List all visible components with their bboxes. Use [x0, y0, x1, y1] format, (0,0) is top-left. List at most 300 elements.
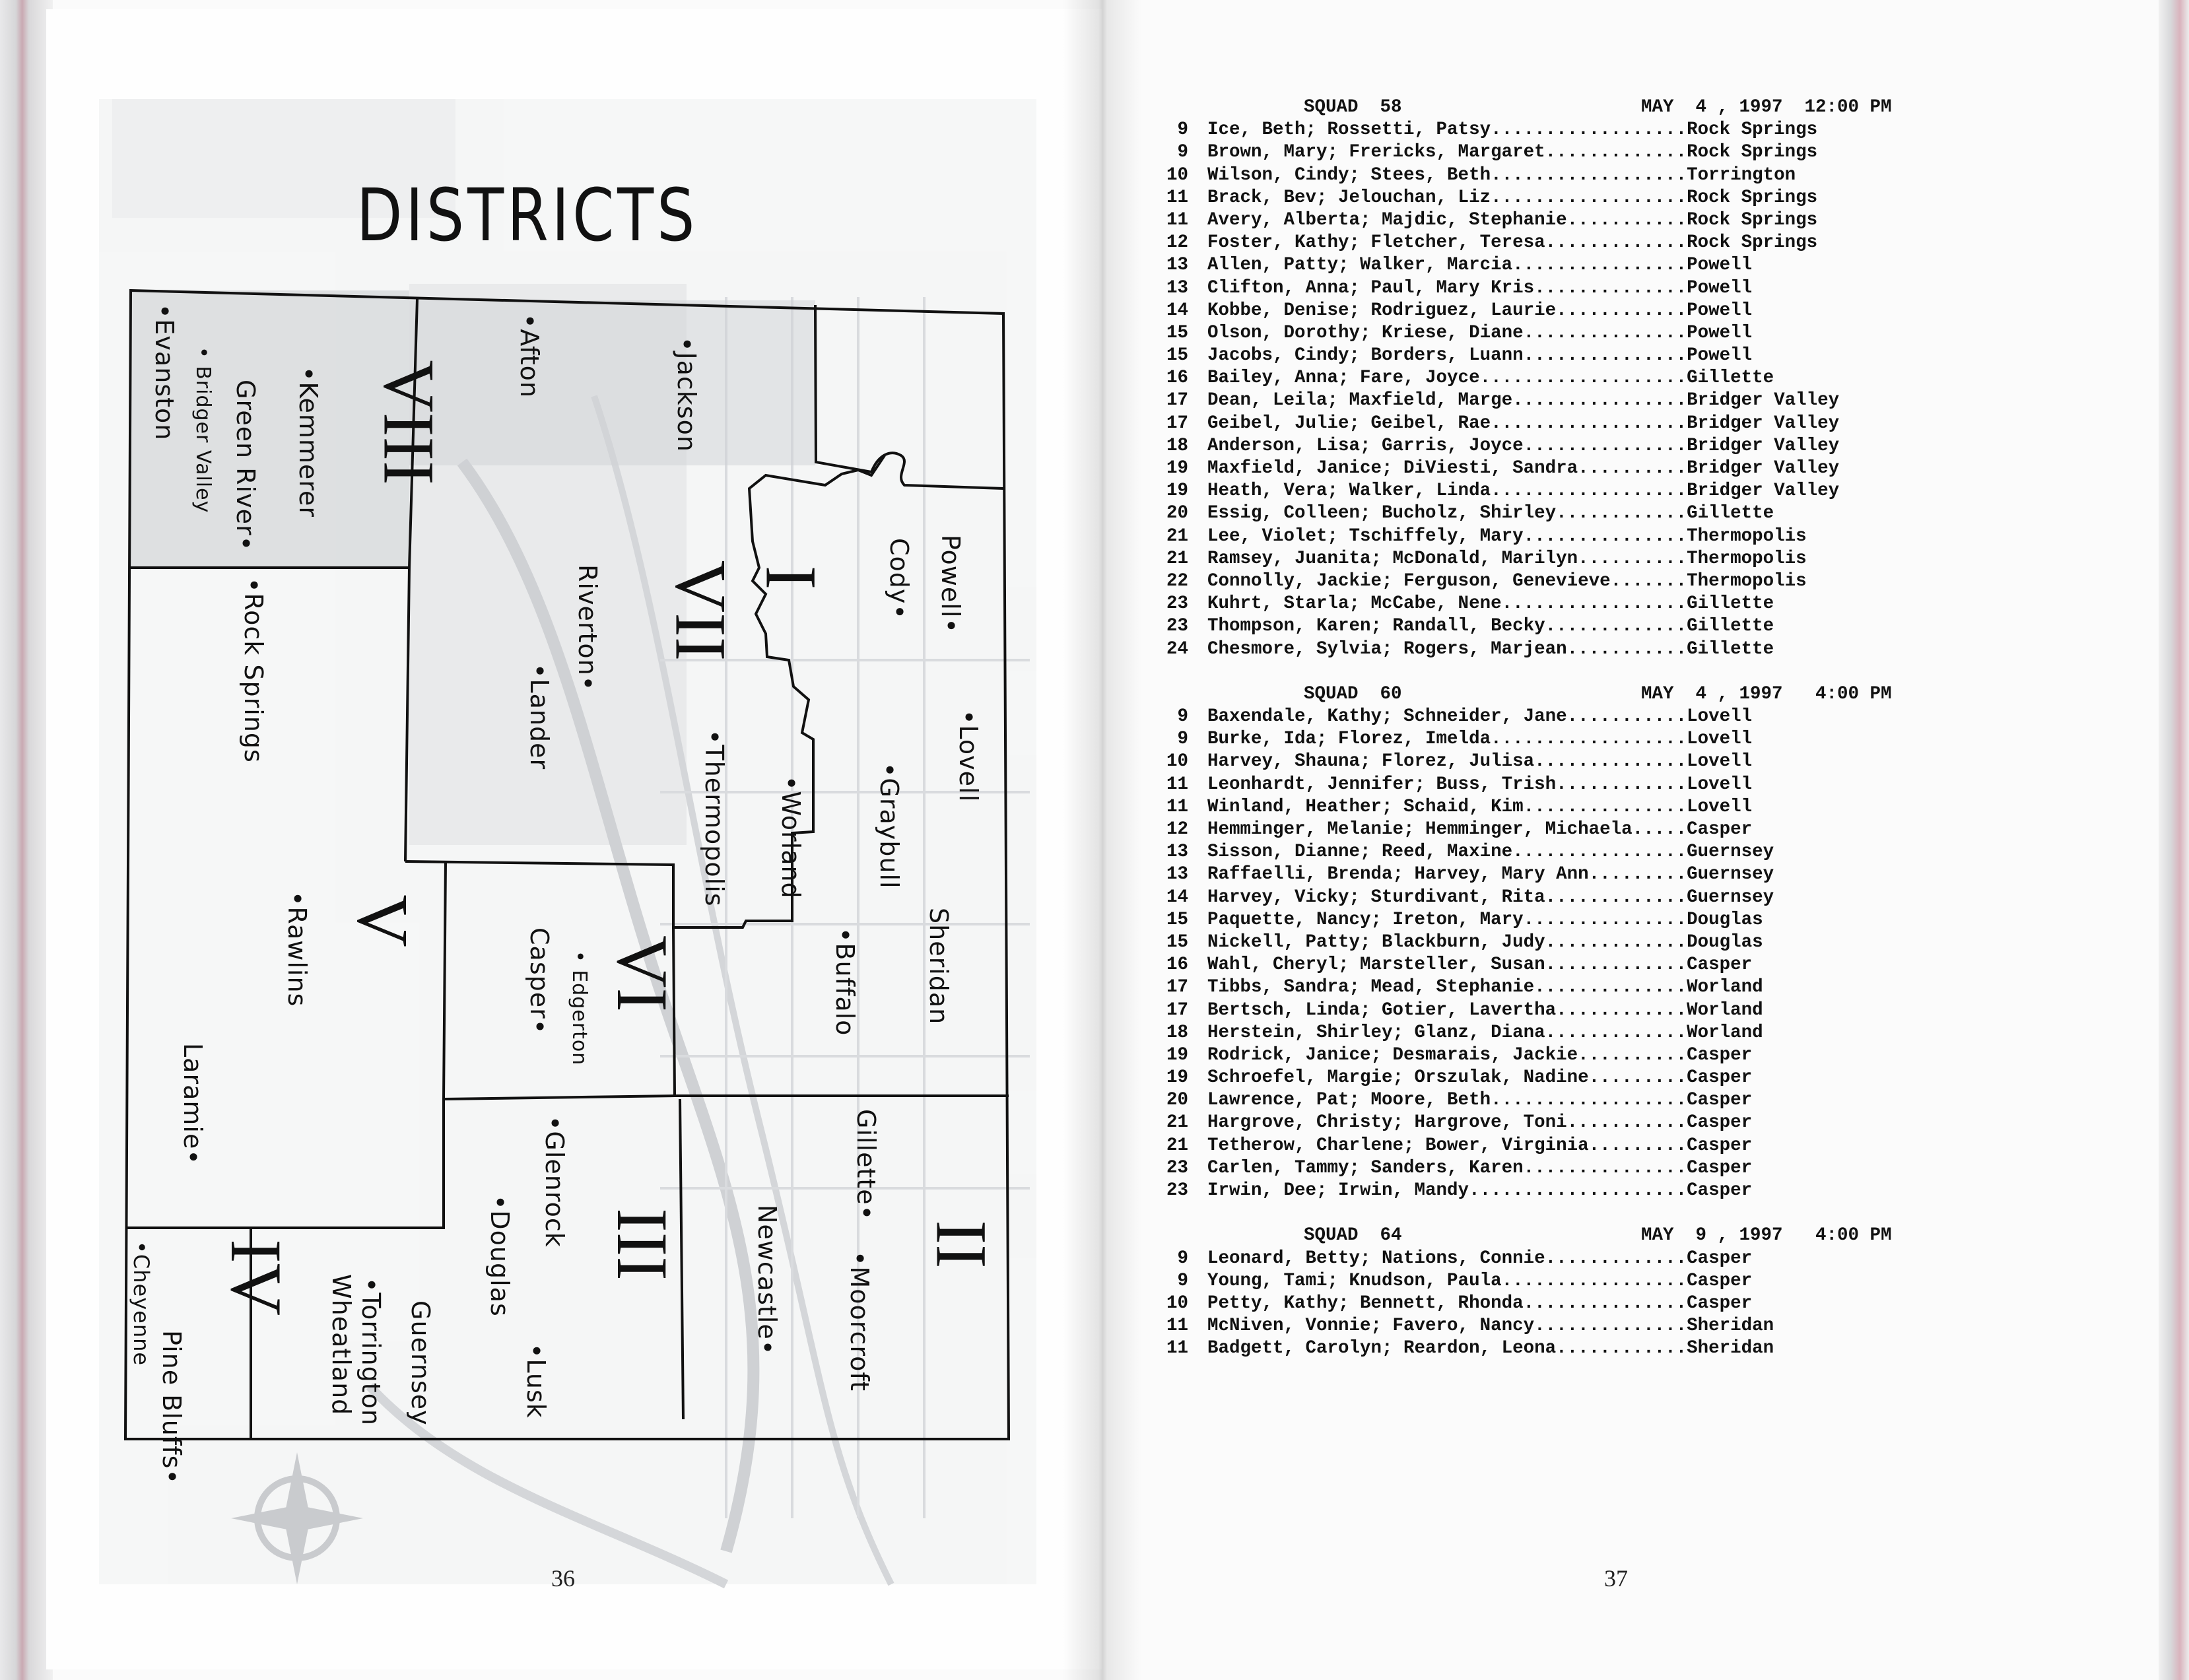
team-names: Carlen, Tammy; Sanders, Karen	[1207, 1157, 1524, 1178]
team-names: Olson, Dorothy; Kriese, Diane	[1207, 322, 1524, 343]
leader-dots: ..............	[1534, 1316, 1687, 1337]
leader-dots: ...........	[1566, 1112, 1687, 1133]
team-average: 16	[1166, 955, 1188, 976]
team-row	[1152, 413, 2129, 435]
team-names: Winland, Heather; Schaid, Kim	[1207, 796, 1524, 817]
team-names: Anderson, Lisa; Garris, Joyce	[1207, 435, 1524, 456]
team-town: Powell	[1687, 345, 1753, 366]
leader-dots: ..............	[1534, 977, 1687, 998]
team-names: Brown, Mary; Frericks, Margaret	[1207, 142, 1545, 163]
team-names: Bailey, Anna; Fare, Joyce	[1207, 368, 1480, 389]
team-names: Allen, Patty; Walker, Marcia	[1207, 255, 1513, 276]
team-row	[1152, 502, 2129, 525]
team-average: 23	[1166, 616, 1188, 637]
team-row	[1152, 480, 2129, 502]
leader-dots: .............	[1545, 931, 1687, 953]
town-sheridan: Sheridan	[924, 908, 953, 1025]
town-lovell: •Lovell	[954, 710, 983, 803]
team-row	[1152, 457, 2129, 480]
squad-datetime: MAY 9 , 1997 4:00 PM	[1641, 1225, 1892, 1246]
leader-dots: ..................	[1491, 1090, 1687, 1111]
town-torrington: •Torrington	[356, 1277, 386, 1426]
squad-number: SQUAD 58	[1304, 97, 1402, 118]
team-row	[1152, 615, 2129, 638]
team-average: 21	[1166, 548, 1188, 569]
town-graybull: •Graybull	[875, 762, 904, 889]
team-average: 20	[1166, 503, 1188, 524]
team-town: Casper	[1687, 1067, 1753, 1089]
team-town: Thermopolis	[1687, 525, 1807, 547]
team-town: Gillette	[1687, 503, 1774, 524]
team-row	[1152, 954, 2129, 976]
team-names: Tibbs, Sandra; Mead, Stephanie	[1207, 977, 1535, 998]
leader-dots: .................	[1501, 593, 1687, 615]
team-names: Bertsch, Linda; Gotier, Lavertha	[1207, 999, 1557, 1021]
team-row	[1152, 593, 2129, 615]
leader-dots: ............	[1556, 300, 1687, 321]
town-buffalo: •Buffalo	[830, 927, 859, 1036]
district-numeral-iii: III	[601, 1208, 683, 1281]
leader-dots: ..................	[1491, 187, 1687, 208]
leader-dots: ..................	[1491, 481, 1687, 502]
team-town: Powell	[1687, 277, 1753, 298]
leader-dots: .............	[1545, 142, 1687, 163]
leader-dots: .......	[1610, 570, 1687, 591]
team-average: 22	[1166, 570, 1188, 591]
team-average: 23	[1166, 593, 1188, 615]
team-town: Casper	[1687, 1248, 1753, 1269]
town-green-river: Green River•	[231, 380, 260, 552]
book-gutter-shadow	[1063, 0, 1142, 1680]
team-average: 10	[1166, 1293, 1188, 1314]
team-average: 13	[1166, 842, 1188, 863]
team-town: Rock Springs	[1687, 209, 1818, 230]
team-average: 11	[1166, 796, 1188, 817]
team-names: Raffaelli, Brenda; Harvey, Mary Ann	[1207, 864, 1589, 885]
team-average: 23	[1166, 1157, 1188, 1178]
leader-dots: ............	[1556, 1338, 1687, 1359]
team-row	[1152, 435, 2129, 457]
team-average: 10	[1166, 751, 1188, 772]
team-average: 14	[1166, 300, 1188, 321]
town-rawlins: •Rawlins	[283, 891, 312, 1007]
team-town: Bridger Valley	[1687, 481, 1840, 502]
team-row	[1152, 706, 2129, 728]
town-newcastle: Newcastle•	[753, 1205, 782, 1356]
team-row	[1152, 841, 2129, 863]
team-average: 19	[1166, 481, 1188, 502]
town-gillette: Gillette•	[852, 1109, 881, 1221]
leader-dots: ............	[1556, 999, 1687, 1021]
team-row	[1152, 1067, 2129, 1089]
team-average: 13	[1166, 255, 1188, 276]
town-worland: •Worland	[776, 776, 805, 899]
team-town: Bridger Valley	[1687, 435, 1840, 456]
team-town: Torrington	[1687, 164, 1796, 185]
team-row	[1152, 548, 2129, 570]
leader-dots: .....	[1632, 819, 1687, 840]
team-row	[1152, 389, 2129, 412]
team-row	[1152, 796, 2129, 819]
leader-dots: .............	[1545, 1022, 1687, 1043]
town-powell: Powell•	[936, 535, 965, 634]
team-town: Gillette	[1687, 368, 1774, 389]
town-douglas: •Douglas	[485, 1195, 514, 1317]
team-names: Young, Tami; Knudson, Paula	[1207, 1270, 1502, 1291]
team-row	[1152, 1270, 2129, 1293]
team-town: Rock Springs	[1687, 119, 1818, 141]
team-average: 21	[1166, 1135, 1188, 1156]
team-town: Lovell	[1687, 774, 1753, 795]
squad-datetime: MAY 4 , 1997 12:00 PM	[1641, 97, 1892, 118]
team-average: 11	[1166, 209, 1188, 230]
town-moorcroft: •Moorcroft	[845, 1251, 874, 1392]
team-names: Essig, Colleen; Bucholz, Shirley	[1207, 503, 1557, 524]
team-town: Thermopolis	[1687, 570, 1807, 591]
team-average: 17	[1166, 413, 1188, 434]
leader-dots: ..................	[1491, 729, 1687, 750]
team-row	[1152, 525, 2129, 548]
team-town: Guernsey	[1687, 887, 1774, 908]
leader-dots: ..........	[1578, 548, 1687, 569]
town-pine-bluffs: Pine Bluffs•	[157, 1330, 186, 1485]
leader-dots: .................	[1501, 1270, 1687, 1291]
team-names: Chesmore, Sylvia; Rogers, Marjean	[1207, 638, 1567, 659]
team-town: Bridger Valley	[1687, 390, 1840, 411]
team-average: 15	[1166, 322, 1188, 343]
team-town: Sheridan	[1687, 1316, 1774, 1337]
team-town: Worland	[1687, 977, 1763, 998]
team-row	[1152, 1112, 2129, 1134]
team-average: 18	[1166, 435, 1188, 456]
leader-dots: .........	[1588, 1135, 1687, 1156]
page-number-left: 36	[551, 1565, 575, 1592]
team-town: Rock Springs	[1687, 232, 1818, 253]
squad-header	[1152, 683, 2129, 706]
squad-header	[1152, 1225, 2129, 1247]
team-names: McNiven, Vonnie; Favero, Nancy	[1207, 1316, 1535, 1337]
leader-dots: .........	[1588, 864, 1687, 885]
squad-spacer	[1152, 1202, 2129, 1225]
team-average: 11	[1166, 774, 1188, 795]
squad-number: SQUAD 60	[1304, 683, 1402, 704]
district-numeral-iv: IV	[216, 1238, 297, 1316]
team-town: Powell	[1687, 255, 1753, 276]
team-town: Guernsey	[1687, 842, 1774, 863]
page-number-right: 37	[1604, 1565, 1628, 1592]
team-names: Tetherow, Charlene; Bower, Virginia	[1207, 1135, 1589, 1156]
team-town: Casper	[1687, 1090, 1753, 1111]
team-names: Heath, Vera; Walker, Linda	[1207, 481, 1491, 502]
map-title: DISTRICTS	[356, 173, 698, 257]
leader-dots: ..................	[1491, 119, 1687, 141]
team-town: Lovell	[1687, 729, 1753, 750]
leader-dots: ................	[1512, 842, 1687, 863]
team-town: Worland	[1687, 1022, 1763, 1043]
team-average: 10	[1166, 164, 1188, 185]
team-row	[1152, 909, 2129, 931]
town-lusk: •Lusk	[522, 1343, 551, 1419]
team-names: Badgett, Carolyn; Reardon, Leona	[1207, 1338, 1557, 1359]
team-names: Irwin, Dee; Irwin, Mandy	[1207, 1180, 1469, 1201]
team-row	[1152, 774, 2129, 796]
team-row	[1152, 1022, 2129, 1044]
team-names: Geibel, Julie; Geibel, Rae	[1207, 413, 1491, 434]
team-names: Foster, Kathy; Fletcher, Teresa	[1207, 232, 1545, 253]
team-average: 17	[1166, 977, 1188, 998]
team-row	[1152, 209, 2129, 232]
team-row	[1152, 1293, 2129, 1315]
team-average: 17	[1166, 390, 1188, 411]
team-names: Maxfield, Janice; DiViesti, Sandra	[1207, 458, 1578, 479]
team-names: Hemminger, Melanie; Hemminger, Michaela	[1207, 819, 1633, 840]
team-row	[1152, 254, 2129, 277]
team-average: 16	[1166, 368, 1188, 389]
leader-dots: ...........	[1566, 209, 1687, 230]
team-town: Rock Springs	[1687, 187, 1818, 208]
team-town: Lovell	[1687, 796, 1753, 817]
leader-dots: ..................	[1491, 413, 1687, 434]
team-row	[1152, 345, 2129, 367]
squad-listings	[1152, 96, 2129, 1361]
town-afton: •Afton	[515, 314, 544, 398]
team-town: Casper	[1687, 1270, 1753, 1291]
leader-dots: ..............	[1534, 277, 1687, 298]
team-names: Ramsey, Juanita; McDonald, Marilyn	[1207, 548, 1578, 569]
leader-dots: ...............	[1523, 909, 1687, 930]
district-numeral-v: V	[342, 894, 423, 947]
team-row	[1152, 1337, 2129, 1360]
team-town: Bridger Valley	[1687, 413, 1840, 434]
team-row	[1152, 931, 2129, 954]
team-names: Lawrence, Pat; Moore, Beth	[1207, 1090, 1491, 1111]
team-names: Clifton, Anna; Paul, Mary Kris	[1207, 277, 1535, 298]
leader-dots: ...............	[1523, 435, 1687, 456]
team-town: Thermopolis	[1687, 548, 1807, 569]
team-town: Douglas	[1687, 909, 1763, 930]
team-row	[1152, 232, 2129, 254]
team-row	[1152, 164, 2129, 187]
team-town: Sheridan	[1687, 1338, 1774, 1359]
team-row	[1152, 119, 2129, 141]
town-thermopolis: •Thermopolis	[700, 729, 729, 907]
team-town: Casper	[1687, 1180, 1753, 1201]
team-row	[1152, 277, 2129, 300]
team-town: Rock Springs	[1687, 142, 1818, 163]
team-row	[1152, 638, 2129, 661]
team-row	[1152, 1135, 2129, 1157]
squad-datetime: MAY 4 , 1997 4:00 PM	[1641, 683, 1892, 704]
team-names: Wilson, Cindy; Stees, Beth	[1207, 164, 1491, 185]
team-town: Worland	[1687, 999, 1763, 1021]
leader-dots: ............	[1556, 774, 1687, 795]
leader-dots: .............	[1545, 887, 1687, 908]
team-names: Ice, Beth; Rossetti, Patsy	[1207, 119, 1491, 141]
leader-dots: ...............	[1523, 1157, 1687, 1178]
leader-dots: ....................	[1469, 1180, 1687, 1201]
team-names: Sisson, Dianne; Reed, Maxine	[1207, 842, 1513, 863]
team-row	[1152, 570, 2129, 593]
team-average: 15	[1166, 909, 1188, 930]
team-average: 18	[1166, 1022, 1188, 1043]
leader-dots: ...............	[1523, 796, 1687, 817]
district-numeral-vi: VI	[602, 935, 683, 1013]
team-row	[1152, 728, 2129, 751]
team-average: 12	[1166, 819, 1188, 840]
team-names: Harvey, Shauna; Florez, Julisa	[1207, 751, 1535, 772]
team-town: Gillette	[1687, 638, 1774, 659]
team-average: 9	[1177, 142, 1188, 163]
town-rock-springs: •Rock Springs	[239, 578, 268, 763]
leader-dots: .............	[1545, 616, 1687, 637]
team-names: Baxendale, Kathy; Schneider, Jane	[1207, 706, 1567, 727]
team-town: Gillette	[1687, 616, 1774, 637]
team-row	[1152, 367, 2129, 389]
team-names: Lee, Violet; Tschiffely, Mary	[1207, 525, 1524, 547]
squad-spacer	[1152, 661, 2129, 683]
leader-dots: ...................	[1479, 368, 1687, 389]
leader-dots: ............	[1556, 503, 1687, 524]
team-row	[1152, 1157, 2129, 1180]
team-average: 19	[1166, 1044, 1188, 1065]
town-guernsey: Guernsey	[406, 1300, 435, 1426]
leader-dots: ...........	[1566, 706, 1687, 727]
town-laramie: Laramie•	[178, 1043, 207, 1165]
town-cheyenne: •Cheyenne	[129, 1241, 154, 1366]
leader-dots: ..........	[1578, 458, 1687, 479]
team-row	[1152, 1089, 2129, 1112]
town-jackson: •Jackson	[672, 337, 701, 452]
team-average: 9	[1177, 119, 1188, 141]
team-names: Connolly, Jackie; Ferguson, Genevieve	[1207, 570, 1611, 591]
team-row	[1152, 1315, 2129, 1337]
team-average: 9	[1177, 706, 1188, 727]
team-row	[1152, 819, 2129, 841]
team-average: 11	[1166, 187, 1188, 208]
team-names: Rodrick, Janice; Desmarais, Jackie	[1207, 1044, 1578, 1065]
team-names: Herstein, Shirley; Glanz, Diana	[1207, 1022, 1545, 1043]
team-average: 12	[1166, 232, 1188, 253]
team-names: Wahl, Cheryl; Marsteller, Susan	[1207, 955, 1545, 976]
team-row	[1152, 751, 2129, 773]
team-average: 11	[1166, 1338, 1188, 1359]
team-names: Harvey, Vicky; Sturdivant, Rita	[1207, 887, 1545, 908]
leader-dots: ...............	[1523, 345, 1687, 366]
team-names: Thompson, Karen; Randall, Becky	[1207, 616, 1545, 637]
team-names: Jacobs, Cindy; Borders, Luann	[1207, 345, 1524, 366]
team-town: Casper	[1687, 1135, 1753, 1156]
team-average: 17	[1166, 999, 1188, 1021]
team-row	[1152, 322, 2129, 345]
leader-dots: ..........	[1578, 1044, 1687, 1065]
team-names: Avery, Alberta; Majdic, Stephanie	[1207, 209, 1567, 230]
team-town: Powell	[1687, 322, 1753, 343]
town-casper: Casper•	[525, 927, 554, 1035]
team-names: Kobbe, Denise; Rodriguez, Laurie	[1207, 300, 1557, 321]
team-town: Casper	[1687, 955, 1753, 976]
team-town: Casper	[1687, 819, 1753, 840]
team-names: Dean, Leila; Maxfield, Marge	[1207, 390, 1513, 411]
town-glenrock: •Glenrock	[540, 1116, 569, 1248]
team-average: 9	[1177, 729, 1188, 750]
team-town: Casper	[1687, 1044, 1753, 1065]
team-average: 9	[1177, 1248, 1188, 1269]
leader-dots: ................	[1512, 390, 1687, 411]
team-names: Hargrove, Christy; Hargrove, Toni	[1207, 1112, 1567, 1133]
team-average: 14	[1166, 887, 1188, 908]
team-average: 19	[1166, 1067, 1188, 1089]
team-names: Leonhardt, Jennifer; Buss, Trish	[1207, 774, 1557, 795]
district-numeral-vii: VII	[660, 560, 741, 661]
leader-dots: ................	[1512, 255, 1687, 276]
team-average: 13	[1166, 864, 1188, 885]
town-bridger-valley: • Bridger Valley	[191, 347, 215, 514]
town-wheatland: Wheatland	[327, 1274, 356, 1416]
district-numeral-i: I	[751, 565, 832, 590]
leader-dots: ...............	[1523, 1293, 1687, 1314]
town-edgerton: • Edgerton	[568, 951, 591, 1066]
team-average: 15	[1166, 931, 1188, 953]
team-average: 24	[1166, 638, 1188, 659]
team-town: Guernsey	[1687, 864, 1774, 885]
leader-dots: .............	[1545, 1248, 1687, 1269]
team-row	[1152, 141, 2129, 164]
team-average: 20	[1166, 1090, 1188, 1111]
team-names: Burke, Ida; Florez, Imelda	[1207, 729, 1491, 750]
team-row	[1152, 863, 2129, 886]
team-row	[1152, 887, 2129, 909]
team-names: Nickell, Patty; Blackburn, Judy	[1207, 931, 1545, 953]
team-row	[1152, 1044, 2129, 1067]
leader-dots: .............	[1545, 955, 1687, 976]
team-town: Casper	[1687, 1157, 1753, 1178]
town-evanston: •Evanston	[150, 304, 179, 441]
team-names: Schroefel, Margie; Orszulak, Nadine	[1207, 1067, 1589, 1089]
team-town: Casper	[1687, 1293, 1753, 1314]
team-average: 19	[1166, 458, 1188, 479]
team-town: Powell	[1687, 300, 1753, 321]
town-lander: •Lander	[525, 663, 554, 770]
team-row	[1152, 300, 2129, 322]
team-names: Paquette, Nancy; Ireton, Mary	[1207, 909, 1524, 930]
team-average: 21	[1166, 525, 1188, 547]
team-names: Petty, Kathy; Bennett, Rhonda	[1207, 1293, 1524, 1314]
team-row	[1152, 1180, 2129, 1202]
team-average: 21	[1166, 1112, 1188, 1133]
team-names: Leonard, Betty; Nations, Connie	[1207, 1248, 1545, 1269]
leader-dots: .........	[1588, 1067, 1687, 1089]
team-average: 13	[1166, 277, 1188, 298]
district-numeral-ii: II	[921, 1220, 1002, 1269]
squad-header	[1152, 96, 2129, 119]
leader-dots: ...............	[1523, 525, 1687, 547]
leader-dots: ...........	[1566, 638, 1687, 659]
team-row	[1152, 1248, 2129, 1270]
team-town: Douglas	[1687, 931, 1763, 953]
district-numeral-viii: VIII	[368, 360, 450, 485]
team-average: 11	[1166, 1316, 1188, 1337]
leader-dots: .............	[1545, 232, 1687, 253]
team-average: 23	[1166, 1180, 1188, 1201]
leader-dots: ..............	[1534, 751, 1687, 772]
team-names: Brack, Bev; Jelouchan, Liz	[1207, 187, 1491, 208]
town-cody: Cody•	[885, 538, 914, 620]
team-row	[1152, 999, 2129, 1022]
leader-dots: ...............	[1523, 322, 1687, 343]
team-town: Bridger Valley	[1687, 458, 1840, 479]
team-names: Kuhrt, Starla; McCabe, Nene	[1207, 593, 1502, 615]
town-riverton: Riverton•	[573, 564, 602, 692]
